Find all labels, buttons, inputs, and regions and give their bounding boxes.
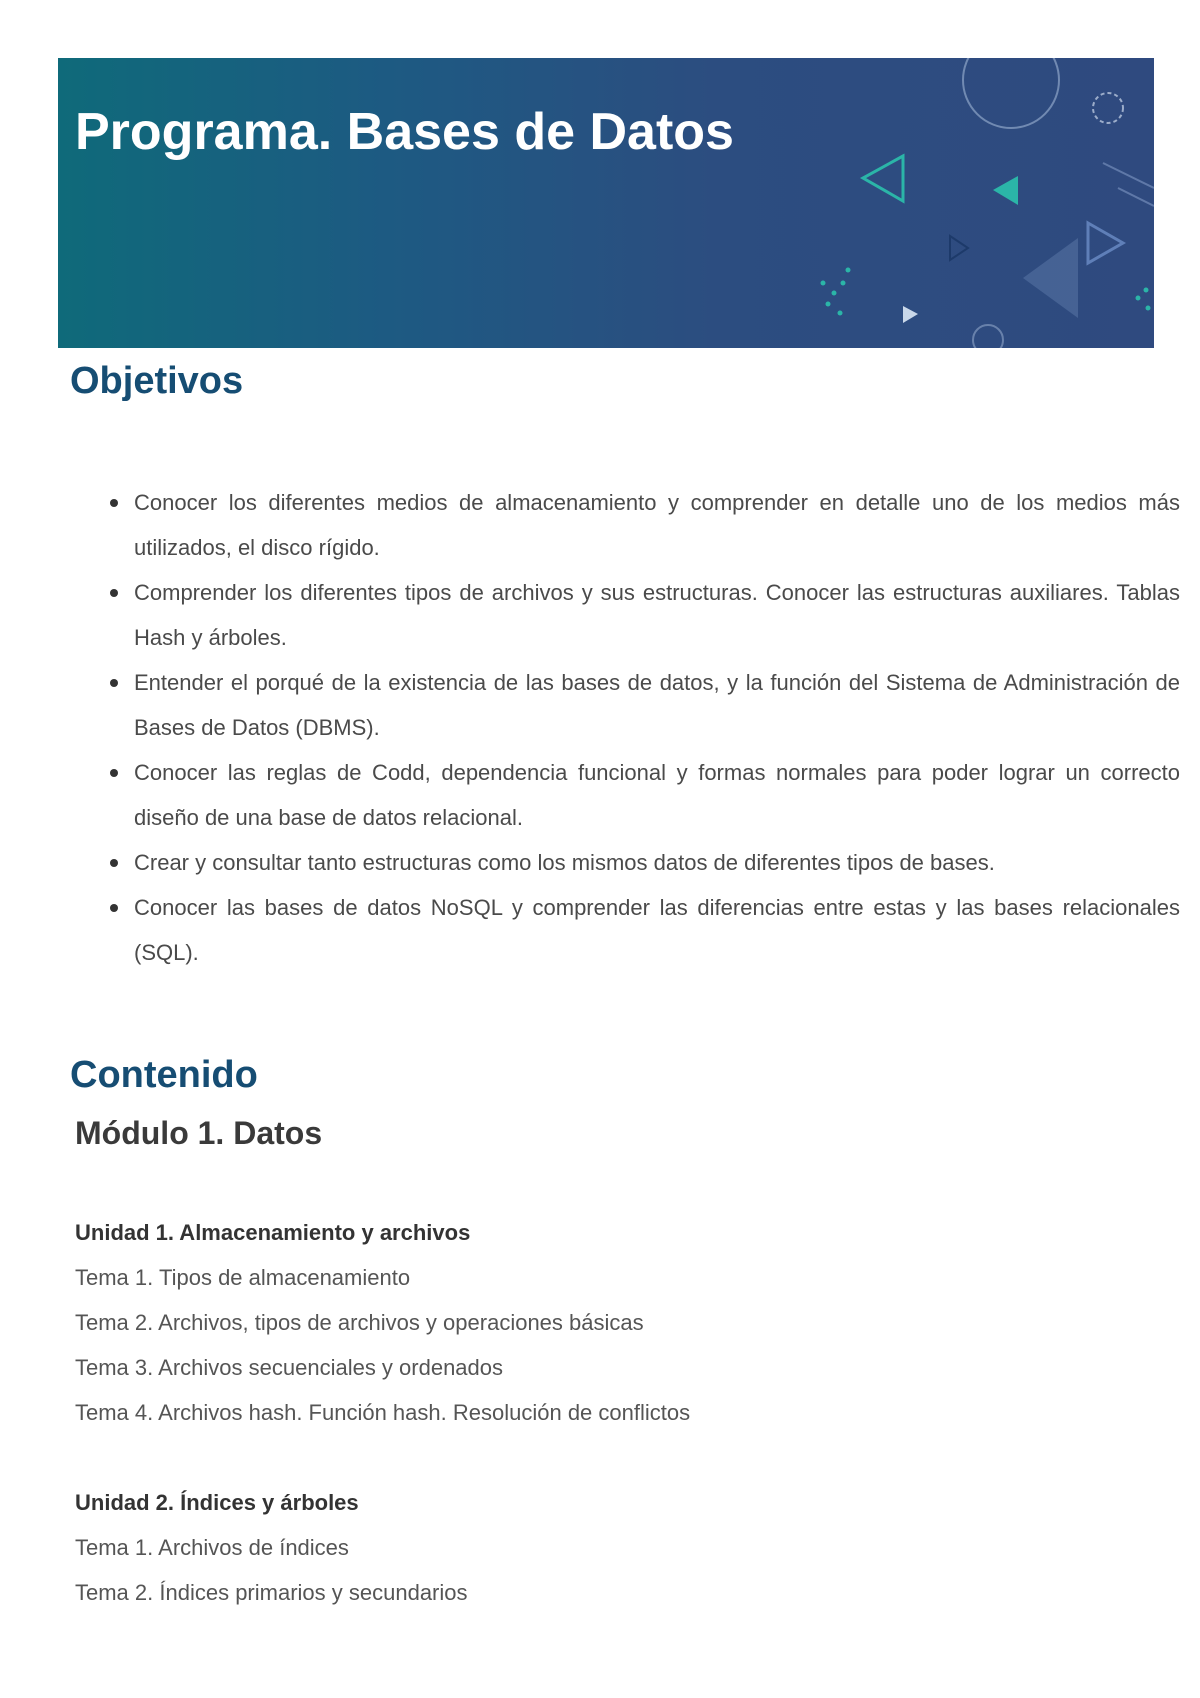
tema-item: Tema 4. Archivos hash. Función hash. Resolución de conflictos <box>75 1400 691 1425</box>
circle-outline-icon <box>963 58 1059 128</box>
triangle-outline-icon <box>863 156 903 201</box>
list-item: Crear y consultar tanto estructuras como los mismos datos de diferentes tipos de bases. <box>134 840 1180 885</box>
unit-title: Unidad 1. Almacenamiento y archivos <box>75 1220 471 1245</box>
circle-dashed-icon <box>1093 93 1123 123</box>
dots-icon <box>1136 288 1151 311</box>
contenido-heading: Contenido <box>70 1054 258 1096</box>
list-item: Conocer las reglas de Codd, dependencia funcional y formas normales para poder lograr un correcto diseño de una base de datos relacional. <box>134 750 1180 840</box>
triangle-solid-icon <box>993 176 1018 205</box>
list-item: Entender el porqué de la existencia de las bases de datos, y la función del Sistema de Administración de Bases de Datos (DBMS). <box>134 660 1180 750</box>
tema-item: Tema 1. Archivos de índices <box>75 1535 349 1560</box>
line-decoration <box>1103 163 1154 188</box>
unit-title: Unidad 2. Índices y árboles <box>75 1490 359 1515</box>
page-title: Programa. Bases de Datos <box>75 103 734 161</box>
circle-outline-icon <box>973 325 1003 348</box>
tema-item: Tema 1. Tipos de almacenamiento <box>75 1265 411 1290</box>
triangle-large-icon <box>1023 238 1078 318</box>
triangle-outline-icon <box>950 236 968 260</box>
unit-block <box>75 1210 1075 1435</box>
header-banner <box>58 58 1154 348</box>
tema-item: Tema 2. Índices primarios y secundarios <box>75 1580 468 1605</box>
objetivos-list <box>90 480 1180 975</box>
list-item: Comprender los diferentes tipos de archivos y sus estructuras. Conocer las estructuras auxiliares. Tablas Hash y árboles. <box>134 570 1180 660</box>
unit-block <box>75 1480 1075 1615</box>
line-decoration <box>1118 188 1154 206</box>
module-title: Módulo 1. Datos <box>75 1115 323 1151</box>
triangle-solid-icon <box>903 306 918 323</box>
dots-icon <box>821 268 851 316</box>
tema-item: Tema 2. Archivos, tipos de archivos y operaciones básicas <box>75 1310 644 1335</box>
tema-item: Tema 3. Archivos secuenciales y ordenados <box>75 1355 504 1380</box>
list-item: Conocer los diferentes medios de almacenamiento y comprender en detalle uno de los medios más utilizados, el disco rígido. <box>134 480 1180 570</box>
triangle-outline-icon <box>1088 223 1123 263</box>
list-item: Conocer las bases de datos NoSQL y comprender las diferencias entre estas y las bases relacionales (SQL). <box>134 885 1180 975</box>
objetivos-heading: Objetivos <box>70 360 244 402</box>
